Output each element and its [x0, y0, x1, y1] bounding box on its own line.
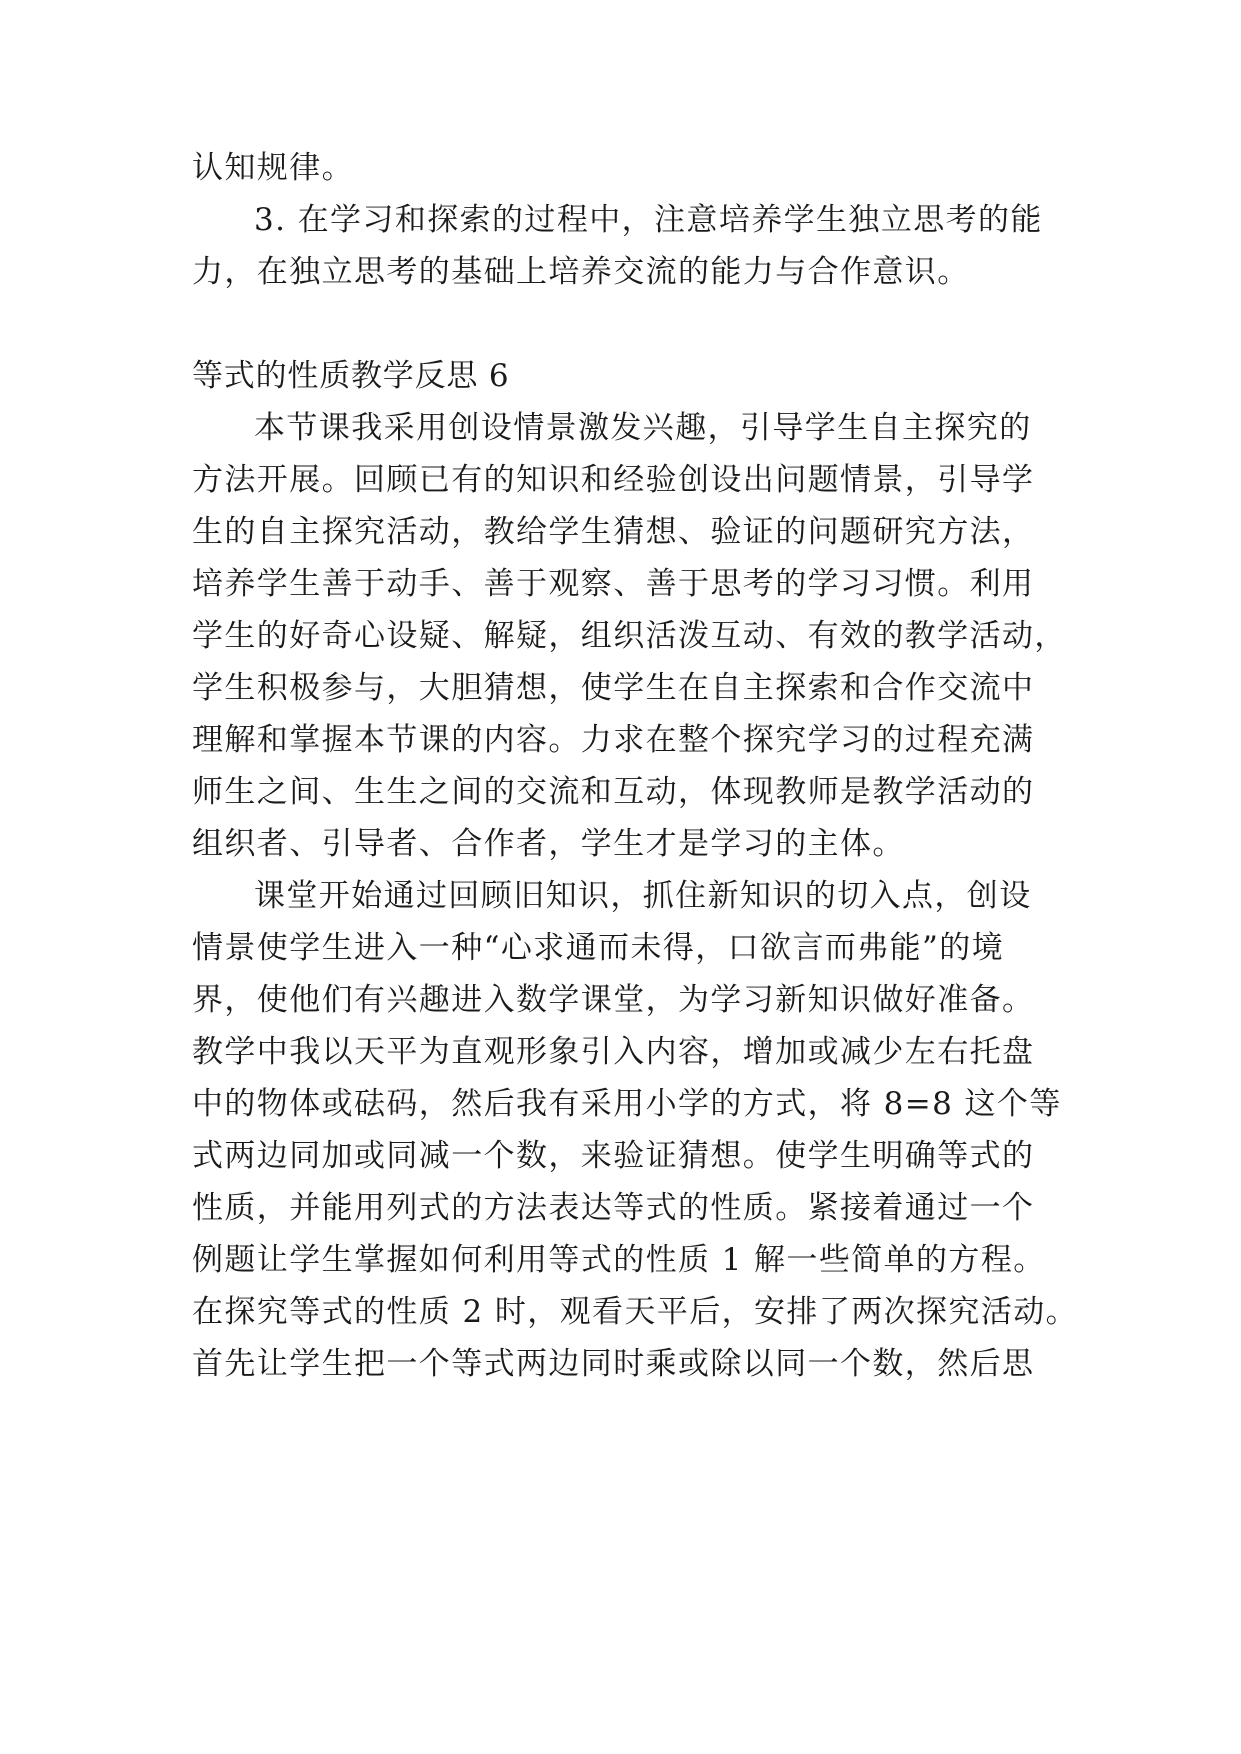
- paragraph-line: 例题让学生掌握如何利用等式的性质 1 解一些简单的方程。: [192, 1242, 1046, 1278]
- paragraph-line: 学生积极参与，大胆猜想，使学生在自主探索和合作交流中: [192, 670, 1035, 706]
- paragraph-line: 中的物体或砝码，然后我有采用小学的方式，将 8=8 这个等: [192, 1086, 1062, 1122]
- paragraph-line: 式两边同加或同减一个数，来验证猜想。使学生明确等式的: [192, 1138, 1035, 1174]
- paragraph-line: 组织者、引导者、合作者，学生才是学习的主体。: [192, 826, 905, 862]
- paragraph-line: 性质，并能用列式的方法表达等式的性质。紧接着通过一个: [192, 1190, 1035, 1226]
- paragraph-line: 教学中我以天平为直观形象引入内容，增加或减少左右托盘: [192, 1034, 1035, 1070]
- paragraph-line: 首先让学生把一个等式两边同时乘或除以同一个数，然后思: [192, 1346, 1035, 1382]
- paragraph-line: 界，使他们有兴趣进入数学课堂，为学习新知识做好准备。: [192, 982, 1035, 1018]
- paragraph-line: 课堂开始通过回顾旧知识，抓住新知识的切入点，创设: [254, 878, 1032, 914]
- text-line: 3. 在学习和探索的过程中，注意培养学生独立思考的能: [254, 202, 1043, 238]
- paragraph-line: 培养学生善于动手、善于观察、善于思考的学习习惯。利用: [192, 566, 1035, 602]
- paragraph-line: 生的自主探究活动，教给学生猜想、验证的问题研究方法，: [192, 514, 1035, 550]
- paragraph-line: 在探究等式的性质 2 时，观看天平后，安排了两次探究活动。: [192, 1294, 1079, 1330]
- paragraph-line: 情景使学生进入一种“心求通而未得，口欲言而弗能”的境: [192, 930, 1005, 966]
- paragraph-line: 本节课我采用创设情景激发兴趣，引导学生自主探究的: [254, 410, 1032, 446]
- text-line: 认知规律。: [192, 150, 354, 186]
- paragraph-line: 师生之间、生生之间的交流和互动，体现教师是教学活动的: [192, 774, 1035, 810]
- paragraph-line: 理解和掌握本节课的内容。力求在整个探究学习的过程充满: [192, 722, 1035, 758]
- text-line: 力，在独立思考的基础上培养交流的能力与合作意识。: [192, 254, 970, 290]
- section-title: 等式的性质教学反思 6: [192, 358, 510, 394]
- paragraph-line: 学生的好奇心设疑、解疑，组织活泼互动、有效的教学活动，: [192, 618, 1067, 654]
- paragraph-line: 方法开展。回顾已有的知识和经验创设出问题情景，引导学: [192, 462, 1035, 498]
